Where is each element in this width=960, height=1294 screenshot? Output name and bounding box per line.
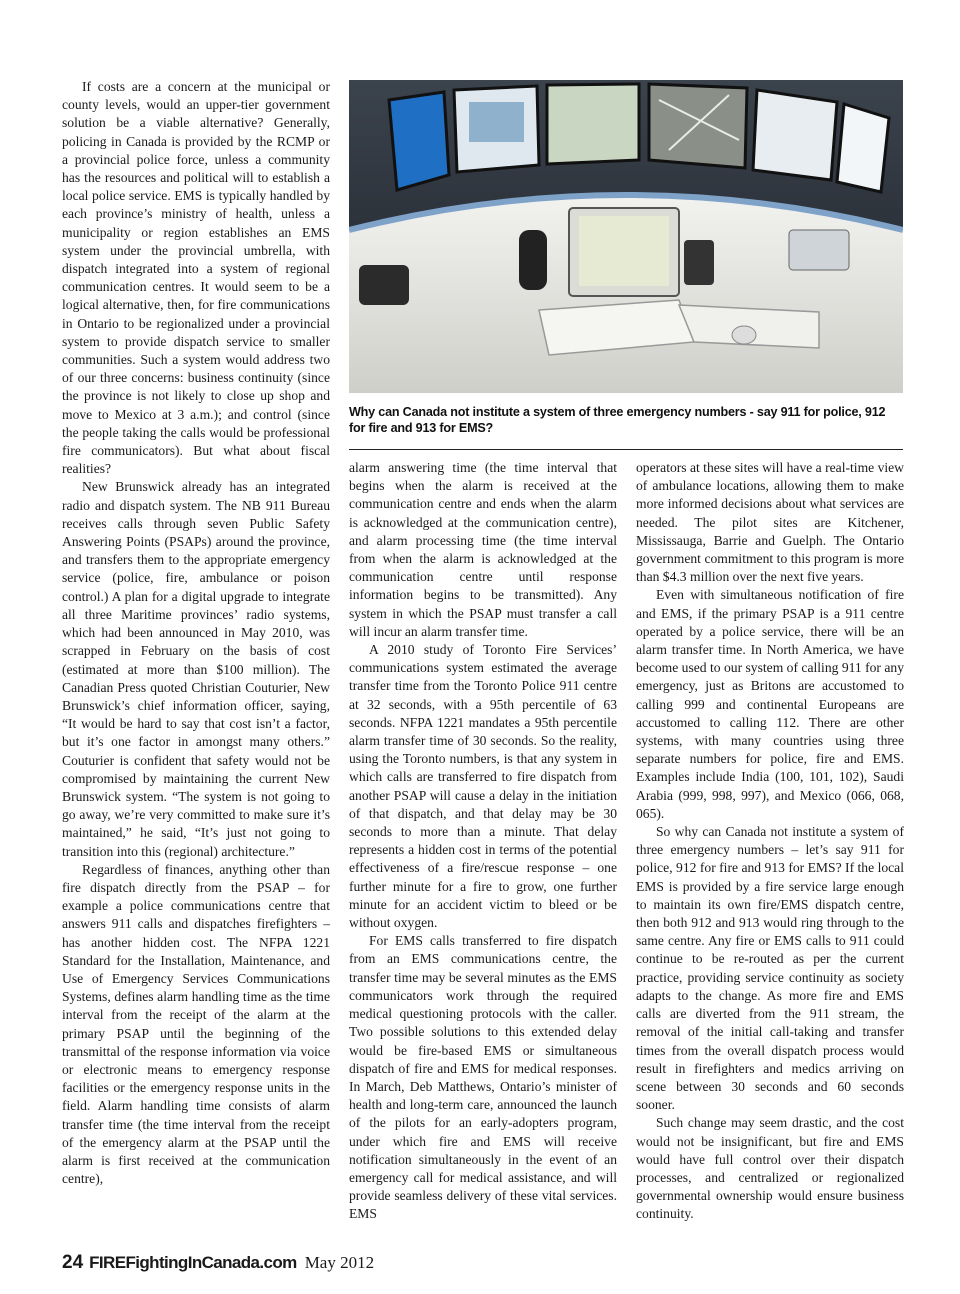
- paragraph: For EMS calls transferred to fire dispatch from an EMS communications centre, the transfer time may be several minutes as the EMS communicators work through the required medical questioning protocols with the caller. Two possible solutions to this extended delay would be fire-based EMS or simultaneous dispatch of fire and EMS for medical responses. In March, Deb Matthews, Ontario’s minister of health and long-term care, announced the launch of the pilots for an early-adopters program, under which fire and EMS will receive notification simultaneously in the event of an emergency call for medical assistance, and will provide seamless delivery of these vital services. EMS: [349, 933, 617, 1222]
- touch-panel: [569, 208, 679, 296]
- paragraph: A 2010 study of Toronto Fire Services’ communications system estimated the average transfer time from the Toronto Police 911 centre at 32 seconds, with a 95th percentile of 63 seconds. NFPA 1221 mandates a 95th percentile alarm transfer time of 30 seconds. So the reality, using the Toronto numbers, is that any system in which calls are transferred to fire dispatch from another PSAP will cause a delay in the initiation of that dispatch, and that delay may be 30 seconds to more than a minute. That delay represents a hidden cost in terms of the potential effectiveness of a fire/rescue response – one further minute for a fire to grow, one further minute for an accident victim to bleed or be without oxygen.: [349, 642, 617, 931]
- photo-caption: Why can Canada not institute a system of three emergency numbers - say 911 for police, 912 for fire and 913 for EMS?: [349, 405, 886, 435]
- mouse-icon: [732, 326, 756, 344]
- issue-date: May 2012: [304, 1253, 375, 1272]
- phone-handset-icon: [519, 230, 547, 290]
- paragraph: If costs are a concern at the municipal or county levels, would an upper-tier government solution be a viable alternative? Generally, policing in Canada is provided by the RCMP or a provincial police force, unless a community has the resources and political will to establish a local police service. EMS is typically handled by each province’s ministry of health, unless a municipality or region establishes an EMS system under the provincial umbrella, with dispatch integrated into a system of regional communication centres. It would seem to be a logical alternative, then, for fire communications in Ontario to be regionalized under a provincial system to provide dispatch service to smaller communities. Such a system would address two of our three concerns: business continuity (since the province is not likely to close up shop and move to Mexico at 3 a.m.); and control (since the people taking the calls would be professional fire communicators). But what about fiscal realities?: [62, 79, 330, 477]
- magazine-name: FIREFightingInCanada.com: [89, 1253, 297, 1272]
- article-column-3: [636, 459, 904, 1224]
- paragraph: Such change may seem drastic, and the cost would not be insignificant, but fire and EMS would have full control over their dispatch processes, and centralized or regionalized governmental ownership would ensure business continuity.: [636, 1115, 904, 1222]
- page-footer: [62, 1252, 374, 1278]
- page-number: 24: [62, 1252, 84, 1273]
- article-column-1: [62, 78, 330, 1188]
- article-column-2: [349, 459, 617, 1224]
- paragraph: So why can Canada not institute a system of three emergency numbers – let’s say 911 for police, 912 for fire and 913 for EMS? If the local EMS is provided by a fire service large enough to maintain its own fire/EMS dispatch centre, then both 912 and 913 would ring through to the same centre. Any fire or EMS calls to 911 could continue to be re-routed as per the current practice, providing service continuity as society adapts to the change. As more fire and EMS calls are diverted from the 911 stream, the removal of the initial call-taking and transfer times from the overall dispatch process would result in firefighters and medics arriving on scene between 30 seconds and 60 seconds sooner.: [636, 824, 904, 1113]
- paragraph: operators at these sites will have a real-time view of ambulance locations, allowing them to make more informed decisions about what services are needed. The pilot sites are Kitchener, Mississauga, Barrie and Guelph. The Ontario government commitment to this program is more than $4.3 million over the next five years.: [636, 460, 904, 585]
- dispatch-console-photo: [349, 80, 903, 393]
- paragraph: alarm answering time (the time interval that begins when the alarm is received at the communication centre and ends when the alarm is acknowledged at the communication centre), and alarm processing time (the time interval from when the alarm is acknowledged at the communication centre until response information begins to be transmitted). Any system in which the PSAP must transfer a call will incur an alarm transfer time.: [349, 460, 617, 639]
- paragraph: Regardless of finances, anything other than fire dispatch directly from the PSAP – for example a police communications centre that answers 911 calls and dispatches firefighters – has another hidden cost. The NFPA 1221 Standard for the Installation, Maintenance, and Use of Emergency Services Communications Systems, defines alarm handling time as the time interval from the receipt of the alarm at the primary PSAP until the beginning of the transmittal of the response information via voice or electronic means to emergency response facilities or the emergency response units in the field. Alarm handling time consists of alarm transfer time (the time interval from the receipt of the emergency alarm at the PSAP until the alarm is first received at the communication centre),: [62, 861, 330, 1187]
- paragraph: New Brunswick already has an integrated radio and dispatch system. The NB 911 Bureau receives calls through seven Public Safety Answering Points (PSAPs) around the province, and transfers them to the appropriate emergency service (police, fire, ambulance or poison control.) A plan for a digital upgrade to integrate all three Maritime provinces’ radio systems, which had been announced in May 2010, was scrapped in February on the basis of cost (estimated at more than $100 million). The Canadian Press quoted Christian Couturier, New Brunswick’s chief information officer, saying, “It would be hard to say that cost isn’t a factor, but it’s one factor in amongst many others.” Couturier is confident that safety would not be compromised by maintaining the current New Brunswick system. “The system is not going to go away, we’re very committed to make sure it’s maintained,” he said, “It’s just not going to transition into this (regional) architecture.”: [62, 479, 330, 859]
- caption-divider: [349, 449, 903, 450]
- dispatch-console-illustration: [349, 80, 903, 393]
- paragraph: Even with simultaneous notification of fire and EMS, if the primary PSAP is a 911 centre operated by a police service, there will be an alarm transfer time. In North America, we have become used to our system of calling 911 for any emergency, just as Britons are accustomed to calling 999 and continental Europeans are accustomed to calling 112. There are other systems, with many countries using three separate numbers for police, fire and EMS. Examples include India (100, 101, 102), Saudi Arabia (999, 998, 997), and Mexico (066, 068, 065).: [636, 587, 904, 821]
- keypad-icon: [684, 240, 714, 285]
- desk-phone-icon: [359, 265, 409, 305]
